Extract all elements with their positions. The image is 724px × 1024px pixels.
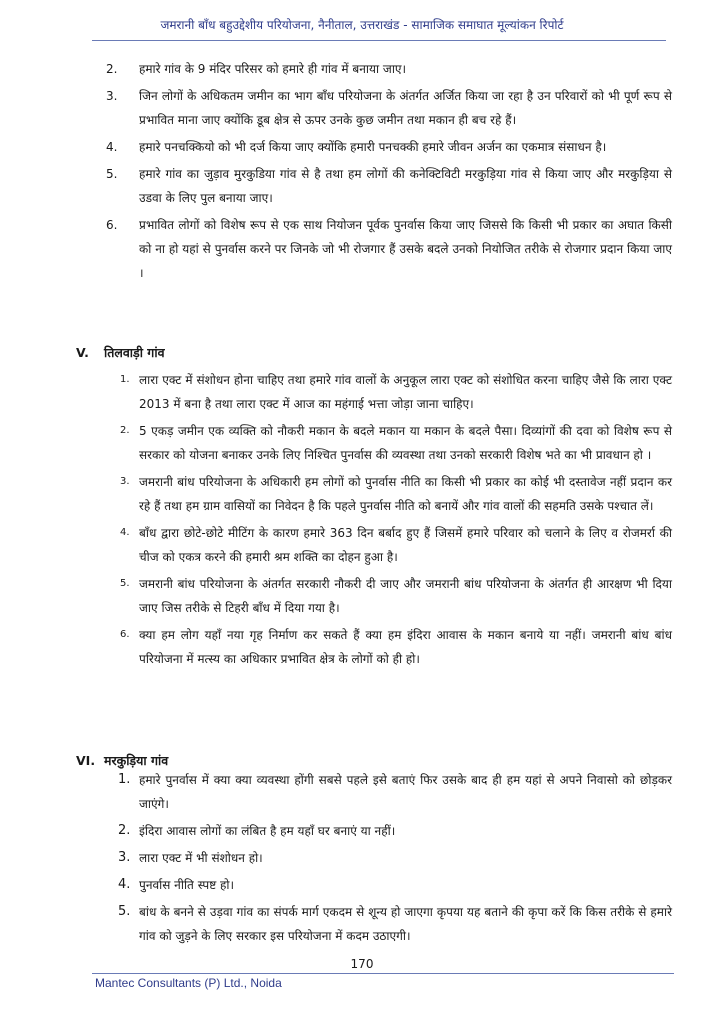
list-item-text: लारा एक्ट में भी संशोधन हो। <box>139 851 263 865</box>
list-item-text: लारा एक्ट में संशोधन होना चाहिए तथा हमारे गांव वालों के अनुकूल लारा एक्ट को संशोधित करना चाहिए जैसे कि लारा एक्ट 2013 में बना है तथा लारा एक्ट में आज का महंगाई भत्ता जोड़ा जाना चाहिए। <box>139 373 672 411</box>
list-item-text: बांध के बनने से उड़वा गांव का संपर्क मार्ग एकदम से शून्य हो जाएगा कृपया यह बताने की कृपा करें कि किस तरीके से हमारे गांव को जुड़ने के लिए सरकार इस परियोजना में कदम उठाएगी। <box>139 905 672 943</box>
continued-list <box>76 57 672 288</box>
list-item-number: 3. <box>106 89 118 103</box>
list-item-number: 6. <box>106 218 118 232</box>
list-item-number: 5. <box>106 167 118 181</box>
list-item-number: 4. <box>120 527 130 538</box>
list-item <box>76 162 672 210</box>
section-title: तिलवाड़ी गांव <box>104 345 165 360</box>
list-item-text: हमारे पुनर्वास में क्या क्या व्यवस्था होंगी सबसे पहले इसे बताएं फिर उसके बाद ही हम यहां से अपने निवासो को छोड़कर जाएंगे। <box>139 773 672 811</box>
section-heading-v <box>76 344 165 361</box>
list-item-text: 5 एकड़ जमीन एक व्यक्ति को नौकरी मकान के बदले मकान या मकान के बदले पैसा। दिव्यांगों की दवा को विशेष रूप से सरकार को योजना बनाकर उनके लिए निश्चित पुनर्वास की व्यवस्था तथा उनको सरकारी विशेष भते का भी प्रावधान हो । <box>139 424 672 462</box>
header-rule <box>92 40 666 41</box>
list-item-number: 3. <box>118 850 131 865</box>
section-numeral: VI. <box>76 753 96 768</box>
list-item-number: 4. <box>106 140 118 154</box>
page-number: 170 <box>350 957 374 971</box>
list-item <box>76 135 672 159</box>
list-item <box>76 368 672 416</box>
list-item-number: 4. <box>118 877 131 892</box>
list-item <box>76 873 672 897</box>
list-item-text: हमारे पनचक्कियो को भी दर्ज किया जाए क्योंकि हमारी पनचक्की हमारे जीवन अर्जन का एकमात्र संसाधन है। <box>139 140 607 154</box>
list-item-number: 5. <box>120 578 130 589</box>
list-item-text: क्या हम लोग यहाँ नया गृह निर्माण कर सकते हैं क्या हम इंदिरा आवास के मकान बनाये या नहीं। जमरानी बांध बांध परियोजना में मत्स्य का अधिकार प्रभावित क्षेत्र के लोगों को ही हो। <box>139 628 672 666</box>
list-item <box>76 57 672 81</box>
list-item <box>76 846 672 870</box>
footer-rule <box>92 973 674 974</box>
list-item <box>76 84 672 132</box>
footer-company-name: Mantec Consultants (P) Ltd., Noida <box>95 976 282 990</box>
list-item <box>76 213 672 285</box>
list-item <box>76 470 672 518</box>
list-item-number: 3. <box>120 476 130 487</box>
list-item-number: 2. <box>118 823 131 838</box>
list-item-number: 1. <box>118 772 131 787</box>
list-item <box>76 768 672 816</box>
list-item-text: पुनर्वास नीति स्पष्ट हो। <box>139 878 235 892</box>
list-item-text: हमारे गांव का जुड़ाव मुरकुडिया गांव से है तथा हम लोगों की कनेक्टिविटी मरकुड़िया गांव से किया जाए और मरकुड़िया से उडवा के लिए पुल बनाया जाए। <box>139 167 672 205</box>
list-item-text: जमरानी बांध परियोजना के अंतर्गत सरकारी नौकरी दी जाए और जमरानी बांध परियोजना के अंतर्गत ही आरक्षण भी दिया जाए जिस तरीके से टिहरी बाँध में दिया गया है। <box>139 577 672 615</box>
section-numeral: V. <box>76 345 89 360</box>
list-item <box>76 819 672 843</box>
section-heading-vi <box>76 752 168 769</box>
section-vi-list <box>76 768 672 951</box>
list-item-number: 1. <box>120 374 130 385</box>
section-v-list <box>76 368 672 674</box>
list-item-text: जिन लोगों के अधिकतम जमीन का भाग बाँध परियोजना के अंतर्गत अर्जित किया जा रहा है उन परिवारों को भी पूर्ण रूप से प्रभावित माना जाए क्योंकि डूब क्षेत्र से ऊपर उनके कुछ जमीन तथा मकान ही बच रहे हैं। <box>139 89 672 127</box>
list-item-text: प्रभावित लोगों को विशेष रूप से एक साथ नियोजन पूर्वक पुनर्वास किया जाए जिससे कि किसी भी प्रकार का अघात किसी को ना हो यहां से पुनर्वास करने पर जिनके जो भी रोजगार हैं उसके बदले उनको नियोजित तरीके से रोजगार प्रदान किया जाए । <box>139 218 672 280</box>
list-item-number: 6. <box>120 629 130 640</box>
section-title: मरकुड़िया गांव <box>104 753 169 768</box>
running-header: जमरानी बाँध बहुउद्देशीय परियोजना, नैनीताल, उत्तराखंड - सामाजिक समाघात मूल्यांकन रिपोर्ट <box>160 18 564 32</box>
list-item-number: 2. <box>106 62 118 76</box>
list-item-text: इंदिरा आवास लोगों का लंबित है हम यहाँ घर बनाएं या नहीं। <box>139 824 396 838</box>
list-item <box>76 521 672 569</box>
list-item <box>76 419 672 467</box>
list-item <box>76 572 672 620</box>
list-item <box>76 900 672 948</box>
list-item-number: 5. <box>118 904 131 919</box>
list-item-text: हमारे गांव के 9 मंदिर परिसर को हमारे ही गांव में बनाया जाए। <box>139 62 407 76</box>
list-item <box>76 623 672 671</box>
list-item-text: बाँध द्वारा छोटे-छोटे मीटिंग के कारण हमारे 363 दिन बर्बाद हुए हैं जिसमें हमारे परिवार को चलाने के लिए व रोजमर्रा की चीज को एकत्र करने की हमारी श्रम शक्ति का दोहन हुआ है। <box>139 526 672 564</box>
list-item-text: जमरानी बांध परियोजना के अधिकारी हम लोगों को पुनर्वास नीति का किसी भी प्रकार का कोई भी दस्तावेज नहीं प्रदान कर रहे हैं तथा हम ग्राम वासियों का निवेदन है कि पहले पुनर्वास नीति को बनायें और गांव वालों की सहमति उसके पश्चात लें। <box>139 475 672 513</box>
list-item-number: 2. <box>120 425 130 436</box>
